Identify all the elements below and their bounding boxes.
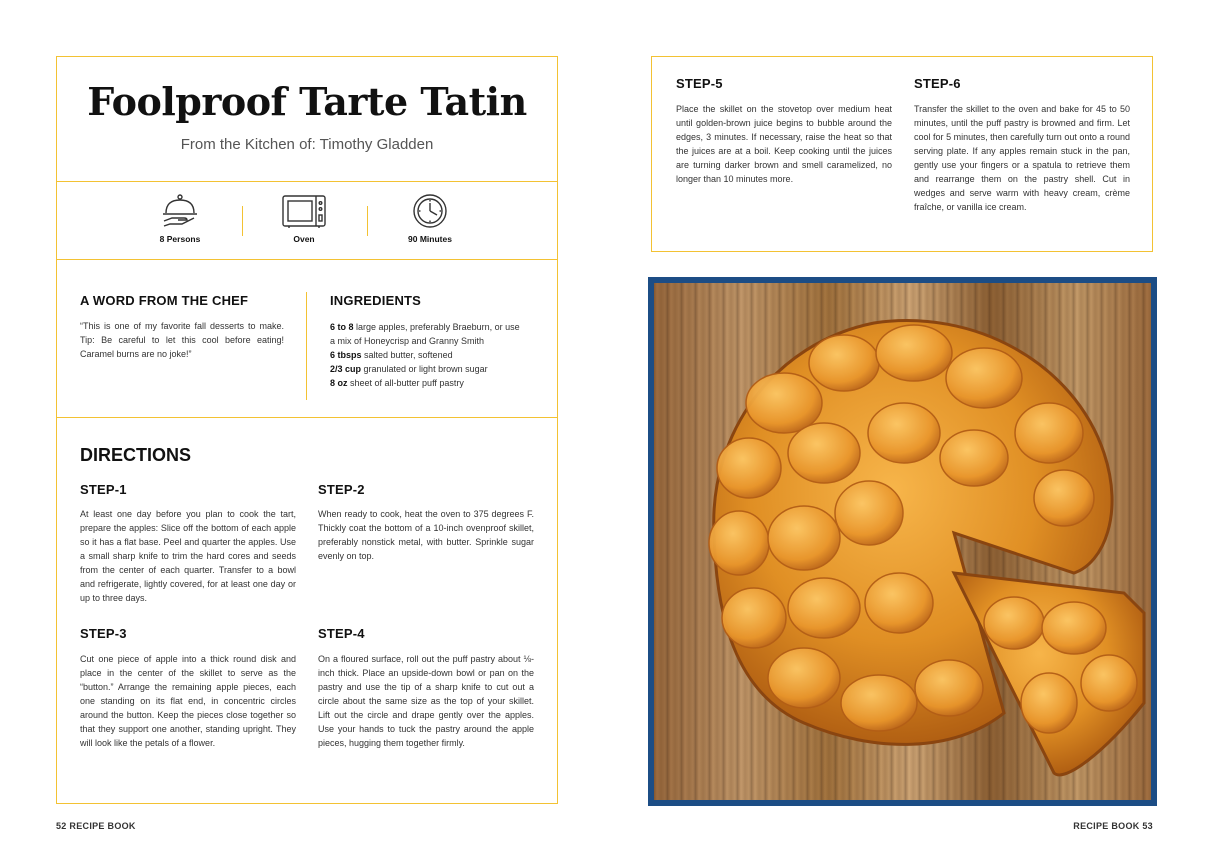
servings-info bbox=[120, 193, 240, 244]
recipe-title: Foolproof Tarte Tatin bbox=[87, 79, 527, 124]
ingredient-item bbox=[330, 320, 526, 348]
recipe-subtitle: From the Kitchen of: Timothy Gladden bbox=[180, 136, 434, 153]
tarte-tatin-illustration bbox=[654, 283, 1151, 800]
ingredient-qty: 8 oz bbox=[330, 378, 348, 388]
ingredient-text: sheet of all-butter puff pastry bbox=[347, 378, 464, 388]
section-divider bbox=[57, 417, 557, 418]
serving-cloche-icon bbox=[160, 193, 200, 229]
directions-heading: DIRECTIONS bbox=[80, 445, 192, 465]
step-5-title: STEP-5 bbox=[676, 76, 723, 91]
step-4-title: STEP-4 bbox=[318, 626, 365, 641]
ingredient-item bbox=[330, 362, 526, 376]
ingredient-qty: 2/3 cup bbox=[330, 364, 362, 374]
step-6-text: Transfer the skillet to the oven and bake for 45 to 50 minutes, until the puff pastry is browned and firm. Let cool for 5 minutes, then carefully turn out onto a round serving plate. If any apples remain stuck in the pan, gently use your fingers or a spatula to retrieve them and rearrange them on the pastry shell. Cut in wedges and serve warm with heavy cream, crème fraîche, or vanilla ice cream. bbox=[914, 104, 1130, 212]
section-divider bbox=[57, 181, 557, 182]
time-info bbox=[370, 193, 490, 244]
step-1-text: At least one day before you plan to cook the tart, prepare the apples: Slice off the bottom of each apple so it has a flat base. Peel and quarter the apples. Use a small sharp knife to trim the hard cores and seeds from the center of each quarter. Transfer to a bowl and refrigerate, lightly covered, for at least one day or up to three days. bbox=[80, 509, 296, 603]
step-3-text: Cut one piece of apple into a thick round disk and place in the center of the skillet to serve as the “button.” Arrange the remaining apple pieces, each one standing on its flat end, in concentric circles around the button. Keep the pieces close together so that they support one another, standing upright. They will look like the petals of a flower. bbox=[80, 654, 296, 748]
recipe-card-left bbox=[56, 56, 558, 804]
meta-separator bbox=[367, 206, 368, 236]
column-separator bbox=[306, 292, 307, 400]
time-label: 90 Minutes bbox=[408, 234, 452, 244]
cooking-method-info bbox=[244, 193, 364, 244]
ingredient-item bbox=[330, 348, 526, 362]
ingredients-list bbox=[330, 320, 526, 390]
step-1-title: STEP-1 bbox=[80, 482, 127, 497]
ingredient-qty: 6 to 8 bbox=[330, 322, 354, 332]
step-3-title: STEP-3 bbox=[80, 626, 127, 641]
page-footer-left: 52 RECIPE BOOK bbox=[56, 821, 136, 831]
step-5-text: Place the skillet on the stovetop over medium heat until golden-brown juice begins to bubble around the edges, 3 minutes. If necessary, raise the heat so that the juices are at a boil. Keep cooking until the juices are turning darker brown and smell caramelized, no longer than 10 minutes more. bbox=[676, 104, 892, 184]
step-4-text: On a floured surface, roll out the puff pastry about ⅛-inch thick. Place an upside-down bowl or pan on the pastry and use the tip of a sharp knife to cut out a circle about the same size as the top of your skillet. Lift out the circle and drape gently over the apples. Use your hands to tuck the pastry around the apple pieces, hugging them together firmly. bbox=[318, 654, 534, 748]
ingredient-item bbox=[330, 376, 526, 390]
oven-icon bbox=[281, 193, 327, 229]
ingredient-text: granulated or light brown sugar bbox=[361, 364, 488, 374]
ingredients-heading: INGREDIENTS bbox=[330, 293, 422, 308]
page-footer-right: RECIPE BOOK 53 bbox=[1073, 821, 1153, 831]
step-2-text: When ready to cook, heat the oven to 375 degrees F. Thickly coat the bottom of a 10-inch ovenproof skillet, preferably nonstick metal, with butter. Sprinkle sugar evenly on top. bbox=[318, 509, 534, 561]
tart-photo-frame bbox=[648, 277, 1157, 806]
meta-separator bbox=[242, 206, 243, 236]
servings-label: 8 Persons bbox=[159, 234, 201, 244]
recipe-card-right bbox=[651, 56, 1153, 252]
ingredient-qty: 6 tbsps bbox=[330, 350, 362, 360]
step-6-title: STEP-6 bbox=[914, 76, 961, 91]
chef-quote: “This is one of my favorite fall desserts to make. Tip: Be careful to let this cool before eating! Caramel burns are no joke!” bbox=[80, 321, 284, 359]
section-divider bbox=[57, 259, 557, 260]
chef-heading: A WORD FROM THE CHEF bbox=[80, 293, 249, 308]
ingredient-text: salted butter, softened bbox=[361, 350, 453, 360]
clock-icon bbox=[412, 193, 448, 229]
step-2-title: STEP-2 bbox=[318, 482, 365, 497]
ingredient-text: large apples, preferably Braeburn, or use a mix of Honeycrisp and Granny Smith bbox=[330, 322, 520, 346]
tart-photo bbox=[654, 283, 1151, 800]
cooking-method-label: Oven bbox=[293, 234, 315, 244]
